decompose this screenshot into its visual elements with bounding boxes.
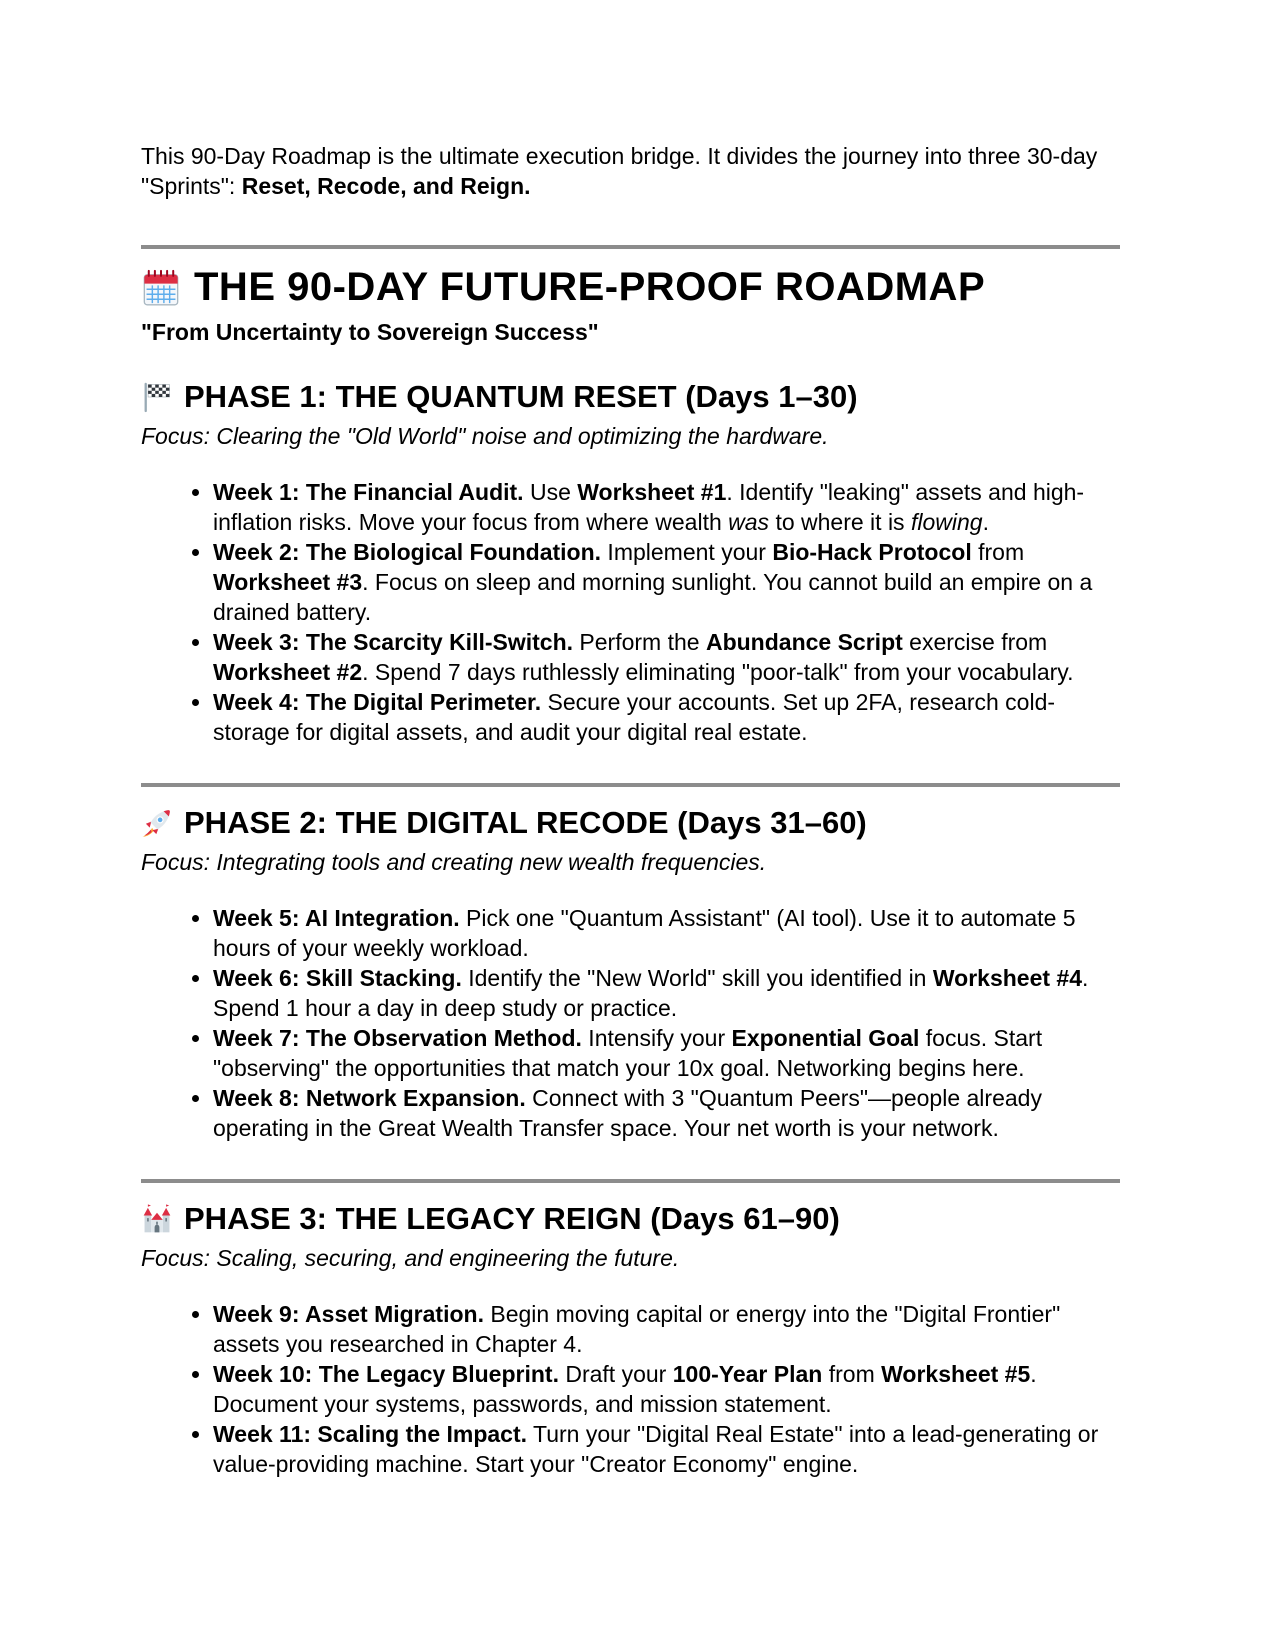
checkered-flag-icon: [141, 381, 173, 413]
week-item: [213, 963, 1120, 1023]
page-title-text: THE 90-DAY FUTURE-PROOF ROADMAP: [194, 265, 986, 309]
italic-text: was: [728, 509, 770, 535]
phase-heading: [141, 803, 1120, 843]
text-run: from: [971, 539, 1025, 565]
week-list: [141, 1299, 1120, 1479]
text-run: Intensify your: [581, 1025, 732, 1051]
week-list: [141, 477, 1120, 747]
week-item: [213, 687, 1120, 747]
bold-text: Abundance Script: [705, 629, 903, 655]
intro-paragraph: [141, 141, 1120, 201]
bold-text: Week 10: The Legacy Blueprint.: [213, 1361, 559, 1387]
bold-text: Week 2: The Biological Foundation.: [213, 539, 602, 565]
calendar-icon: [141, 267, 181, 307]
week-list: [141, 903, 1120, 1143]
phase-focus: Focus: Clearing the "Old World" noise and optimizing the hardware.: [141, 423, 829, 449]
text-run: Draft your: [558, 1361, 673, 1387]
text-run: exercise from: [902, 629, 1048, 655]
bold-text: Week 4: The Digital Perimeter.: [213, 689, 542, 715]
phase-section: [141, 803, 1120, 1143]
text-run: to where it is: [769, 509, 911, 535]
text-run: .: [982, 509, 989, 535]
text-run: . Spend 1 hour a day in deep study or practice.: [213, 965, 1089, 1021]
text-run: Implement your: [601, 539, 773, 565]
text-run: . Document your systems, passwords, and mission statement.: [213, 1361, 1037, 1417]
phase-heading: [141, 1199, 1120, 1239]
subtitle: "From Uncertainty to Sovereign Success": [141, 319, 599, 345]
text-run: Connect with 3 "Quantum Peers"—people already operating in the Great Wealth Transfer space. Your net worth is your network.: [213, 1085, 1042, 1141]
bold-text: Week 3: The Scarcity Kill-Switch.: [213, 629, 574, 655]
bold-text: Worksheet #5: [881, 1361, 1031, 1387]
text-run: focus. Start "observing" the opportunities that match your 10x goal. Networking begins here.: [213, 1025, 1043, 1081]
text-run: Pick one "Quantum Assistant" (AI tool). Use it to automate 5 hours of your weekly workload.: [213, 905, 1076, 961]
section-divider: [141, 1179, 1120, 1183]
text-run: from: [822, 1361, 882, 1387]
bold-text: Exponential Goal: [731, 1025, 920, 1051]
week-item: [213, 1083, 1120, 1143]
text-run: Turn your "Digital Real Estate" into a lead-generating or value-providing machine. Start your "Creator Economy" engine.: [213, 1421, 1099, 1477]
phase-heading-text: PHASE 2: THE DIGITAL RECODE (Days 31–60): [184, 805, 867, 840]
text-run: Identify the "New World" skill you identified in: [461, 965, 933, 991]
week-item: [213, 903, 1120, 963]
phase-focus: Focus: Scaling, securing, and engineering the future.: [141, 1245, 680, 1271]
bold-text: 100-Year Plan: [672, 1361, 823, 1387]
week-item: [213, 1299, 1120, 1359]
text-run: Use: [523, 479, 578, 505]
text-run: Begin moving capital or energy into the "Digital Frontier" assets you researched in Chapter 4.: [213, 1301, 1061, 1357]
page-title: [141, 263, 1120, 311]
phase-list: [141, 377, 1120, 1479]
bold-text: Worksheet #4: [932, 965, 1083, 991]
bold-text: Week 1: The Financial Audit.: [213, 479, 524, 505]
rocket-icon: [141, 807, 173, 839]
phase-section: [141, 377, 1120, 747]
bold-text: Week 8: Network Expansion.: [213, 1085, 526, 1111]
phase-heading-text: PHASE 1: THE QUANTUM RESET (Days 1–30): [184, 379, 858, 414]
bold-text: Bio-Hack Protocol: [772, 539, 972, 565]
bold-text: Week 5: AI Integration.: [213, 905, 460, 931]
text-run: Secure your accounts. Set up 2FA, research cold-storage for digital assets, and audit your digital real estate.: [213, 689, 1056, 745]
week-item: [213, 1419, 1120, 1479]
week-item: [213, 1359, 1120, 1419]
phase-focus: Focus: Integrating tools and creating new wealth frequencies.: [141, 849, 767, 875]
bold-text: Week 6: Skill Stacking.: [213, 965, 462, 991]
text-run: . Focus on sleep and morning sunlight. You cannot build an empire on a drained battery.: [213, 569, 1093, 625]
text-run: Perform the: [573, 629, 706, 655]
week-item: [213, 627, 1120, 687]
italic-text: flowing: [910, 509, 983, 535]
bold-text: Week 7: The Observation Method.: [213, 1025, 582, 1051]
section-divider: [141, 783, 1120, 787]
section-divider: [141, 245, 1120, 249]
phase-heading: [141, 377, 1120, 417]
text-run: . Spend 7 days ruthlessly eliminating "poor-talk" from your vocabulary.: [362, 659, 1074, 685]
phase-heading-text: PHASE 3: THE LEGACY REIGN (Days 61–90): [184, 1201, 840, 1236]
bold-text: Week 9: Asset Migration.: [213, 1301, 484, 1327]
week-item: [213, 477, 1120, 537]
bold-text: Worksheet #2: [213, 659, 363, 685]
week-item: [213, 537, 1120, 627]
text-run: This 90-Day Roadmap is the ultimate execution bridge. It divides the journey into three 30-day "Sprints":: [141, 143, 1098, 199]
bold-text: Week 11: Scaling the Impact.: [213, 1421, 528, 1447]
week-item: [213, 1023, 1120, 1083]
phase-section: [141, 1199, 1120, 1479]
text-run: . Identify "leaking" assets and high-inflation risks. Move your focus from where wealth: [213, 479, 1085, 535]
bold-text: Worksheet #3: [213, 569, 363, 595]
bold-text: Reset, Recode, and Reign.: [241, 173, 531, 199]
bold-text: Worksheet #1: [577, 479, 727, 505]
castle-icon: [141, 1203, 173, 1235]
